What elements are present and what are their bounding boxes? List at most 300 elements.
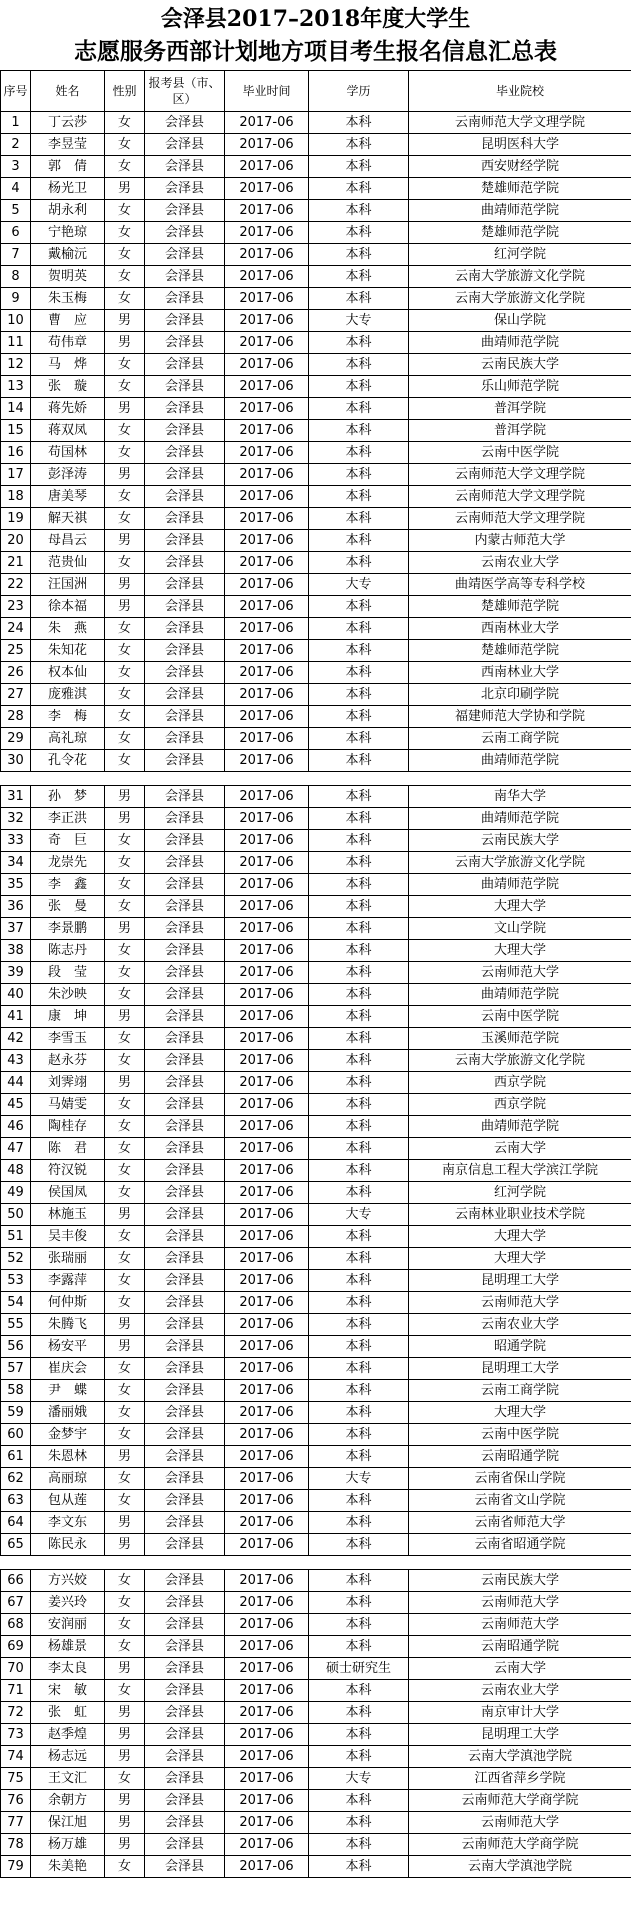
cell-name: 刘霁翊: [31, 1072, 105, 1094]
cell-date: 2017-06: [225, 1746, 309, 1768]
cell-edu: 本科: [309, 464, 409, 486]
cell-no: 55: [1, 1314, 31, 1336]
cell-sex: 女: [105, 1226, 145, 1248]
cell-school: 云南农业大学: [409, 1680, 631, 1702]
cell-school: 云南林业职业技术学院: [409, 1204, 631, 1226]
cell-sex: 女: [105, 1028, 145, 1050]
cell-date: 2017-06: [225, 984, 309, 1006]
cell-sex: 男: [105, 786, 145, 808]
table-row: [1, 310, 631, 332]
cell-date: 2017-06: [225, 1812, 309, 1834]
cell-date: 2017-06: [225, 1512, 309, 1534]
table-row: [1, 1226, 631, 1248]
cell-edu: 本科: [309, 1592, 409, 1614]
cell-date: 2017-06: [225, 1380, 309, 1402]
cell-area: 会泽县: [145, 1658, 225, 1680]
cell-no: 2: [1, 134, 31, 156]
cell-edu: 本科: [309, 808, 409, 830]
table-row: [1, 618, 631, 640]
cell-sex: 女: [105, 1592, 145, 1614]
cell-name: 何仲斯: [31, 1292, 105, 1314]
cell-no: 44: [1, 1072, 31, 1094]
cell-school: 云南大学旅游文化学院: [409, 852, 631, 874]
cell-no: 63: [1, 1490, 31, 1512]
cell-date: 2017-06: [225, 596, 309, 618]
cell-area: 会泽县: [145, 918, 225, 940]
cell-date: 2017-06: [225, 420, 309, 442]
cell-sex: 男: [105, 1790, 145, 1812]
header-date: 毕业时间: [225, 71, 309, 112]
cell-sex: 男: [105, 1812, 145, 1834]
table-row: [1, 808, 631, 830]
cell-no: 11: [1, 332, 31, 354]
cell-edu: 本科: [309, 596, 409, 618]
cell-sex: 女: [105, 1636, 145, 1658]
table-row: [1, 662, 631, 684]
cell-date: 2017-06: [225, 1314, 309, 1336]
cell-edu: 本科: [309, 134, 409, 156]
cell-school: 云南大学滇池学院: [409, 1856, 631, 1878]
cell-area: 会泽县: [145, 574, 225, 596]
cell-name: 李露萍: [31, 1270, 105, 1292]
table-row: [1, 1856, 631, 1878]
cell-sex: 女: [105, 1856, 145, 1878]
cell-name: 金梦宇: [31, 1424, 105, 1446]
cell-name: 蒋双凤: [31, 420, 105, 442]
cell-name: 宋 敏: [31, 1680, 105, 1702]
cell-no: 19: [1, 508, 31, 530]
cell-school: 云南民族大学: [409, 354, 631, 376]
cell-school: 南京信息工程大学滨江学院: [409, 1160, 631, 1182]
cell-no: 5: [1, 200, 31, 222]
cell-no: 28: [1, 706, 31, 728]
cell-sex: 女: [105, 244, 145, 266]
cell-sex: 男: [105, 1658, 145, 1680]
cell-area: 会泽县: [145, 874, 225, 896]
cell-no: 23: [1, 596, 31, 618]
cell-name: 苟伟章: [31, 332, 105, 354]
cell-school: 西京学院: [409, 1094, 631, 1116]
table-row: [1, 852, 631, 874]
cell-no: 48: [1, 1160, 31, 1182]
cell-area: 会泽县: [145, 464, 225, 486]
cell-name: 高礼琼: [31, 728, 105, 750]
table-row: [1, 1570, 631, 1592]
cell-date: 2017-06: [225, 574, 309, 596]
cell-date: 2017-06: [225, 962, 309, 984]
cell-sex: 女: [105, 376, 145, 398]
cell-date: 2017-06: [225, 134, 309, 156]
cell-sex: 男: [105, 808, 145, 830]
cell-no: 58: [1, 1380, 31, 1402]
cell-edu: 本科: [309, 830, 409, 852]
header-edu: 学历: [309, 71, 409, 112]
cell-sex: 女: [105, 940, 145, 962]
cell-name: 朱腾飞: [31, 1314, 105, 1336]
cell-edu: 本科: [309, 1402, 409, 1424]
cell-edu: 本科: [309, 940, 409, 962]
cell-area: 会泽县: [145, 200, 225, 222]
cell-name: 李 鑫: [31, 874, 105, 896]
cell-edu: 本科: [309, 266, 409, 288]
cell-edu: 本科: [309, 1724, 409, 1746]
cell-area: 会泽县: [145, 640, 225, 662]
cell-sex: 男: [105, 1204, 145, 1226]
cell-no: 20: [1, 530, 31, 552]
cell-no: 22: [1, 574, 31, 596]
cell-school: 云南师范大学: [409, 962, 631, 984]
cell-no: 36: [1, 896, 31, 918]
cell-name: 康 坤: [31, 1006, 105, 1028]
cell-area: 会泽县: [145, 940, 225, 962]
cell-school: 云南工商学院: [409, 1380, 631, 1402]
cell-school: 云南师范大学文理学院: [409, 508, 631, 530]
cell-school: 云南大学: [409, 1138, 631, 1160]
table-row: [1, 1724, 631, 1746]
table-row: [1, 874, 631, 896]
cell-date: 2017-06: [225, 244, 309, 266]
cell-edu: 本科: [309, 1160, 409, 1182]
cell-no: 38: [1, 940, 31, 962]
cell-area: 会泽县: [145, 1468, 225, 1490]
cell-area: 会泽县: [145, 1402, 225, 1424]
cell-date: 2017-06: [225, 1724, 309, 1746]
table-row: [1, 1658, 631, 1680]
cell-edu: 本科: [309, 684, 409, 706]
cell-sex: 女: [105, 1160, 145, 1182]
cell-sex: 女: [105, 1182, 145, 1204]
cell-name: 李景鹏: [31, 918, 105, 940]
cell-edu: 本科: [309, 1614, 409, 1636]
cell-no: 4: [1, 178, 31, 200]
cell-name: 杨雄景: [31, 1636, 105, 1658]
cell-edu: 本科: [309, 178, 409, 200]
cell-school: 江西省萍乡学院: [409, 1768, 631, 1790]
cell-date: 2017-06: [225, 1768, 309, 1790]
cell-area: 会泽县: [145, 1812, 225, 1834]
cell-sex: 男: [105, 1512, 145, 1534]
cell-school: 云南中医学院: [409, 442, 631, 464]
cell-edu: 本科: [309, 1424, 409, 1446]
cell-name: 高丽琼: [31, 1468, 105, 1490]
cell-edu: 本科: [309, 1028, 409, 1050]
cell-name: 朱美艳: [31, 1856, 105, 1878]
cell-area: 会泽县: [145, 1834, 225, 1856]
table-row: [1, 1050, 631, 1072]
cell-school: 云南民族大学: [409, 1570, 631, 1592]
cell-name: 李雪玉: [31, 1028, 105, 1050]
cell-area: 会泽县: [145, 984, 225, 1006]
cell-date: 2017-06: [225, 728, 309, 750]
cell-area: 会泽县: [145, 962, 225, 984]
cell-name: 苟国林: [31, 442, 105, 464]
cell-name: 庞雅淇: [31, 684, 105, 706]
cell-sex: 女: [105, 442, 145, 464]
cell-sex: 男: [105, 1724, 145, 1746]
table-row: [1, 1358, 631, 1380]
cell-school: 云南中医学院: [409, 1424, 631, 1446]
cell-area: 会泽县: [145, 1592, 225, 1614]
cell-date: 2017-06: [225, 662, 309, 684]
cell-no: 25: [1, 640, 31, 662]
cell-sex: 男: [105, 1336, 145, 1358]
cell-sex: 女: [105, 618, 145, 640]
cell-no: 35: [1, 874, 31, 896]
cell-sex: 女: [105, 684, 145, 706]
cell-date: 2017-06: [225, 1336, 309, 1358]
cell-area: 会泽县: [145, 1358, 225, 1380]
cell-area: 会泽县: [145, 896, 225, 918]
cell-no: 24: [1, 618, 31, 640]
cell-school: 曲靖师范学院: [409, 200, 631, 222]
cell-sex: 女: [105, 1270, 145, 1292]
cell-area: 会泽县: [145, 552, 225, 574]
cell-name: 杨志远: [31, 1746, 105, 1768]
cell-no: 18: [1, 486, 31, 508]
table-row: [1, 1446, 631, 1468]
cell-date: 2017-06: [225, 684, 309, 706]
cell-no: 40: [1, 984, 31, 1006]
table-row: [1, 1834, 631, 1856]
cell-no: 41: [1, 1006, 31, 1028]
cell-no: 31: [1, 786, 31, 808]
cell-edu: 大专: [309, 574, 409, 596]
cell-name: 彭泽涛: [31, 464, 105, 486]
cell-area: 会泽县: [145, 1570, 225, 1592]
cell-area: 会泽县: [145, 1270, 225, 1292]
cell-name: 杨安平: [31, 1336, 105, 1358]
table-row: [1, 984, 631, 1006]
cell-sex: 男: [105, 1834, 145, 1856]
cell-area: 会泽县: [145, 134, 225, 156]
cell-school: 红河学院: [409, 1182, 631, 1204]
cell-school: 云南昭通学院: [409, 1636, 631, 1658]
cell-area: 会泽县: [145, 1856, 225, 1878]
cell-no: 21: [1, 552, 31, 574]
cell-area: 会泽县: [145, 1746, 225, 1768]
cell-no: 53: [1, 1270, 31, 1292]
cell-no: 73: [1, 1724, 31, 1746]
cell-edu: 本科: [309, 728, 409, 750]
cell-area: 会泽县: [145, 1204, 225, 1226]
cell-date: 2017-06: [225, 1636, 309, 1658]
cell-sex: 女: [105, 1490, 145, 1512]
cell-school: 普洱学院: [409, 398, 631, 420]
cell-sex: 女: [105, 1116, 145, 1138]
cell-name: 权本仙: [31, 662, 105, 684]
cell-date: 2017-06: [225, 640, 309, 662]
cell-school: 保山学院: [409, 310, 631, 332]
cell-name: 张 虹: [31, 1702, 105, 1724]
cell-name: 陈志丹: [31, 940, 105, 962]
cell-date: 2017-06: [225, 896, 309, 918]
cell-date: 2017-06: [225, 1182, 309, 1204]
cell-edu: 本科: [309, 750, 409, 772]
cell-area: 会泽县: [145, 244, 225, 266]
cell-no: 78: [1, 1834, 31, 1856]
cell-area: 会泽县: [145, 1160, 225, 1182]
cell-edu: 本科: [309, 1490, 409, 1512]
cell-edu: 本科: [309, 1248, 409, 1270]
table-row: [1, 112, 631, 134]
cell-school: 云南师范大学: [409, 1592, 631, 1614]
cell-school: 楚雄师范学院: [409, 178, 631, 200]
cell-edu: 本科: [309, 1050, 409, 1072]
table-row: [1, 940, 631, 962]
cell-sex: 女: [105, 728, 145, 750]
cell-school: 大理大学: [409, 1226, 631, 1248]
cell-school: 昆明医科大学: [409, 134, 631, 156]
cell-date: 2017-06: [225, 1446, 309, 1468]
cell-edu: 本科: [309, 1072, 409, 1094]
cell-no: 65: [1, 1534, 31, 1556]
section-gap: [1, 1556, 631, 1570]
cell-name: 吴丰俊: [31, 1226, 105, 1248]
cell-name: 郭 倩: [31, 156, 105, 178]
cell-school: 云南师范大学: [409, 1812, 631, 1834]
cell-sex: 女: [105, 1570, 145, 1592]
cell-name: 李文东: [31, 1512, 105, 1534]
document-title-line1: 会泽县2017–2018年度大学生: [160, 6, 471, 32]
cell-area: 会泽县: [145, 266, 225, 288]
cell-date: 2017-06: [225, 1094, 309, 1116]
cell-date: 2017-06: [225, 508, 309, 530]
cell-area: 会泽县: [145, 1116, 225, 1138]
cell-no: 51: [1, 1226, 31, 1248]
cell-sex: 女: [105, 1248, 145, 1270]
cell-no: 60: [1, 1424, 31, 1446]
cell-no: 46: [1, 1116, 31, 1138]
cell-school: 云南省师范大学: [409, 1512, 631, 1534]
cell-area: 会泽县: [145, 310, 225, 332]
table-row: [1, 486, 631, 508]
cell-school: 楚雄师范学院: [409, 596, 631, 618]
cell-no: 54: [1, 1292, 31, 1314]
cell-name: 段 莹: [31, 962, 105, 984]
cell-name: 丁云莎: [31, 112, 105, 134]
cell-no: 39: [1, 962, 31, 984]
cell-date: 2017-06: [225, 706, 309, 728]
cell-school: 南华大学: [409, 786, 631, 808]
table-row: [1, 1768, 631, 1790]
table-row: [1, 398, 631, 420]
cell-sex: 女: [105, 1358, 145, 1380]
table-row: [1, 1592, 631, 1614]
table-row: [1, 750, 631, 772]
cell-date: 2017-06: [225, 1834, 309, 1856]
cell-sex: 女: [105, 222, 145, 244]
table-row: [1, 1468, 631, 1490]
cell-date: 2017-06: [225, 1856, 309, 1878]
cell-edu: 本科: [309, 852, 409, 874]
cell-name: 潘丽娥: [31, 1402, 105, 1424]
applicant-table: [0, 70, 631, 1878]
cell-school: 乐山师范学院: [409, 376, 631, 398]
cell-no: 62: [1, 1468, 31, 1490]
cell-no: 52: [1, 1248, 31, 1270]
table-row: [1, 1336, 631, 1358]
cell-school: 曲靖师范学院: [409, 874, 631, 896]
cell-edu: 本科: [309, 1534, 409, 1556]
cell-date: 2017-06: [225, 1292, 309, 1314]
cell-date: 2017-06: [225, 530, 309, 552]
cell-school: 曲靖医学高等专科学校: [409, 574, 631, 596]
cell-no: 69: [1, 1636, 31, 1658]
cell-no: 57: [1, 1358, 31, 1380]
cell-edu: 本科: [309, 1636, 409, 1658]
cell-edu: 本科: [309, 1336, 409, 1358]
cell-no: 59: [1, 1402, 31, 1424]
table-row: [1, 266, 631, 288]
header-no: 序号: [1, 71, 31, 112]
cell-school: 红河学院: [409, 244, 631, 266]
cell-date: 2017-06: [225, 332, 309, 354]
cell-sex: 女: [105, 750, 145, 772]
cell-date: 2017-06: [225, 266, 309, 288]
cell-name: 杨万雄: [31, 1834, 105, 1856]
cell-date: 2017-06: [225, 486, 309, 508]
cell-area: 会泽县: [145, 1006, 225, 1028]
table-row: [1, 1292, 631, 1314]
cell-no: 3: [1, 156, 31, 178]
cell-name: 宁艳琼: [31, 222, 105, 244]
cell-no: 56: [1, 1336, 31, 1358]
cell-no: 34: [1, 852, 31, 874]
cell-date: 2017-06: [225, 1358, 309, 1380]
cell-area: 会泽县: [145, 1138, 225, 1160]
cell-area: 会泽县: [145, 830, 225, 852]
table-row: [1, 1072, 631, 1094]
cell-area: 会泽县: [145, 1724, 225, 1746]
cell-sex: 女: [105, 200, 145, 222]
cell-area: 会泽县: [145, 1446, 225, 1468]
cell-no: 49: [1, 1182, 31, 1204]
cell-edu: 本科: [309, 1314, 409, 1336]
cell-date: 2017-06: [225, 1534, 309, 1556]
header-area: 报考县（市、区）: [145, 71, 225, 112]
cell-edu: 本科: [309, 896, 409, 918]
cell-date: 2017-06: [225, 808, 309, 830]
table-row: [1, 508, 631, 530]
cell-area: 会泽县: [145, 786, 225, 808]
table-row: [1, 1182, 631, 1204]
cell-edu: 本科: [309, 1094, 409, 1116]
cell-date: 2017-06: [225, 1490, 309, 1512]
cell-area: 会泽县: [145, 1028, 225, 1050]
cell-school: 内蒙古师范大学: [409, 530, 631, 552]
cell-edu: 本科: [309, 1702, 409, 1724]
cell-sex: 男: [105, 574, 145, 596]
cell-name: 杨光卫: [31, 178, 105, 200]
cell-no: 64: [1, 1512, 31, 1534]
cell-date: 2017-06: [225, 222, 309, 244]
cell-no: 75: [1, 1768, 31, 1790]
cell-school: 云南师范大学商学院: [409, 1834, 631, 1856]
cell-date: 2017-06: [225, 852, 309, 874]
cell-no: 12: [1, 354, 31, 376]
cell-school: 西安财经学院: [409, 156, 631, 178]
table-row: [1, 684, 631, 706]
header-name: 姓名: [31, 71, 105, 112]
cell-edu: 本科: [309, 1790, 409, 1812]
table-row: [1, 222, 631, 244]
table-row: [1, 156, 631, 178]
table-row: [1, 1204, 631, 1226]
cell-school: 大理大学: [409, 896, 631, 918]
cell-sex: 女: [105, 962, 145, 984]
table-row: [1, 786, 631, 808]
cell-area: 会泽县: [145, 354, 225, 376]
